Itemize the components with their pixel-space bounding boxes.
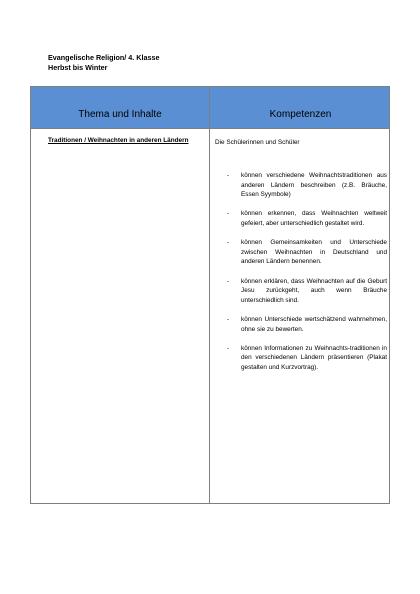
curriculum-table [30, 86, 390, 504]
competency-list [227, 171, 387, 382]
competency-item [227, 209, 387, 228]
competency-text: können erklären, dass Weihnachten auf die Geburt Jesu zurückgeht, auch wenn Bräuche unterschiedlich sind. [241, 277, 387, 304]
bullet-dash: - [227, 172, 230, 179]
competency-item [227, 171, 387, 200]
competency-text: können verschiedene Weihnachtstraditionen aus anderen Ländern beschreiben (z.B. Bräuche, Essen Syymbole) [241, 172, 387, 199]
competency-item [227, 277, 387, 306]
competency-text: können Gemeinsamkeiten und Unterschiede zwischen Weihnachten in Deutschland und anderen Ländern benennen. [241, 239, 387, 266]
competency-text: können Informationen zu Weihnachts-traditionen in den verschiedenen Ländern präsentieren (Plakat gestalten und Kurzvortrag). [241, 344, 387, 371]
bullet-dash: - [227, 239, 230, 247]
competency-item [227, 344, 387, 373]
competency-item [227, 238, 387, 267]
table-header-row [31, 87, 389, 129]
competency-text: können Unterschiede wertschätzend wahrnehmen, ohne sie zu bewerten. [241, 315, 387, 333]
bullet-dash: - [227, 315, 230, 323]
document-header [48, 53, 159, 73]
competency-text: können erkennen, dass Weihnachten weltweit gefeiert, aber unterschiedlich gestaltet wird. [241, 210, 387, 227]
topic-title: Traditionen / Weihnachten in anderen Ländern [48, 137, 189, 144]
competency-item [227, 315, 387, 334]
column-header-theme: Thema und Inhalte [78, 109, 162, 120]
header-subject-grade: Evangelische Religion/ 4. Klasse [48, 53, 160, 62]
bullet-dash: - [227, 210, 230, 218]
bullet-dash: - [227, 277, 230, 285]
bullet-dash: - [227, 344, 230, 352]
header-period: Herbst bis Winter [48, 63, 108, 72]
column-header-competencies: Kompetenzen [269, 109, 332, 120]
column-divider [209, 87, 210, 503]
competencies-intro: Die Schülerinnen und Schüler [215, 139, 300, 146]
